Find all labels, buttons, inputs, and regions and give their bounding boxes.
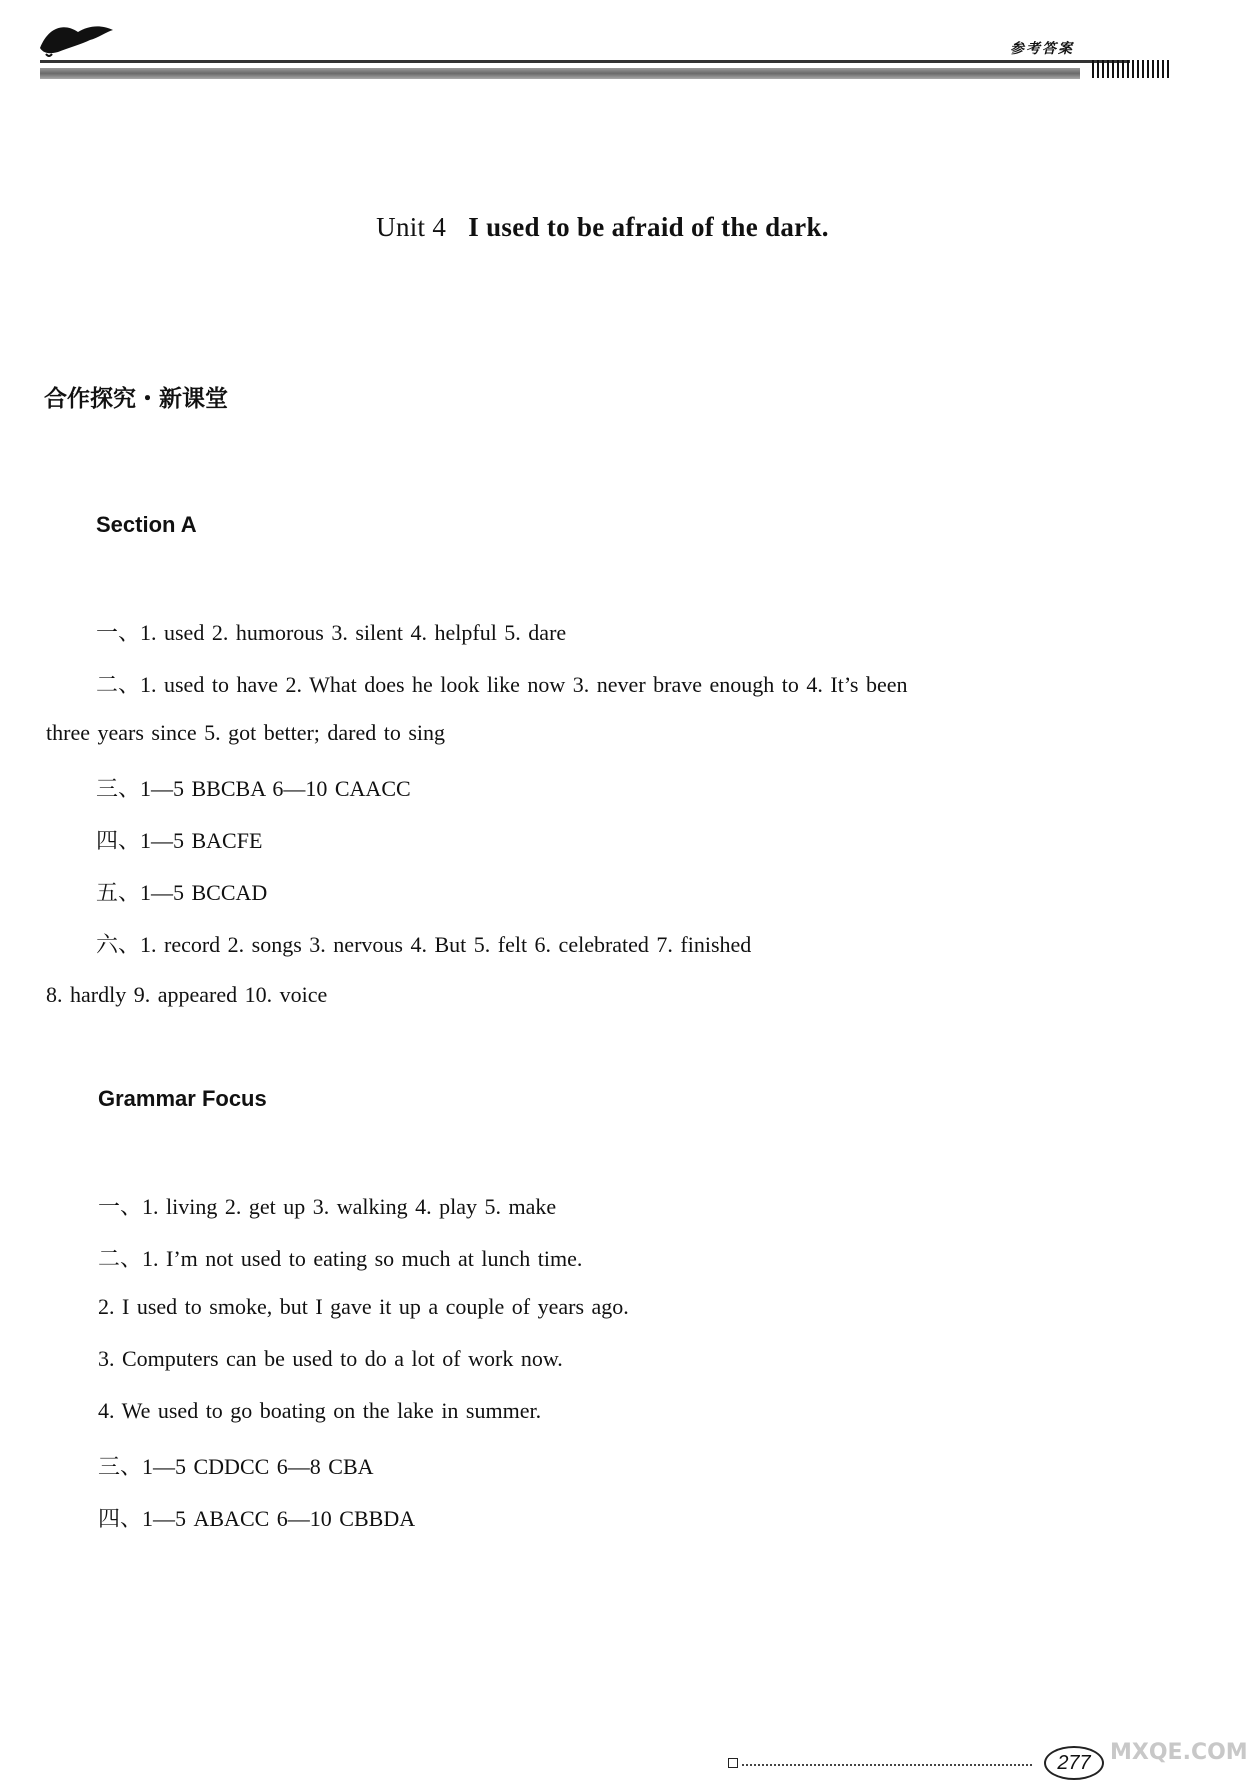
answer-line: 4. We used to go boating on the lake in summer. xyxy=(98,1398,542,1423)
unit-title xyxy=(0,212,1205,243)
page-header xyxy=(0,0,1205,90)
section-heading: 合作探究・新课堂 xyxy=(44,386,228,412)
header-label: 参考答案 xyxy=(1010,41,1074,57)
answer-line: 一、1. used 2. humorous 3. silent 4. helpful 5. dare xyxy=(96,620,567,645)
answer-line: 二、1. I’m not used to eating so much at lunch time. xyxy=(98,1246,583,1271)
answer-line: 8. hardly 9. appeared 10. voice xyxy=(46,982,328,1007)
bird-logo-icon xyxy=(38,18,128,58)
answer-line: 一、1. living 2. get up 3. walking 4. play 5. make xyxy=(98,1194,557,1219)
section-a-heading: Section A xyxy=(96,512,197,537)
answer-line: 2. I used to smoke, but I gave it up a couple of years ago. xyxy=(98,1294,629,1319)
answer-line: three years since 5. got better; dared to sing xyxy=(46,720,446,745)
answer-line: 四、1—5 BACFE xyxy=(96,828,263,853)
watermark: MXQE.COM xyxy=(1110,1740,1248,1765)
unit-title-text: I used to be afraid of the dark. xyxy=(468,212,829,242)
answer-line: 五、1—5 BCCAD xyxy=(96,880,268,905)
answer-line: 四、1—5 ABACC 6—10 CBBDA xyxy=(98,1506,416,1531)
answer-line: 六、1. record 2. songs 3. nervous 4. But 5. felt 6. celebrated 7. finished xyxy=(96,932,752,957)
header-rule xyxy=(40,60,1130,63)
footer-box-icon xyxy=(728,1758,738,1768)
answer-line: 三、1—5 CDDCC 6—8 CBA xyxy=(98,1454,374,1479)
header-band xyxy=(40,68,1080,79)
barcode-icon xyxy=(1092,60,1182,78)
page-number: 277 xyxy=(1044,1746,1104,1780)
answer-line: 二、1. used to have 2. What does he look like now 3. never brave enough to 4. It’s been xyxy=(96,672,908,697)
grammar-focus-heading: Grammar Focus xyxy=(98,1086,267,1111)
footer-dotted-line xyxy=(742,1764,1032,1766)
answer-line: 3. Computers can be used to do a lot of work now. xyxy=(98,1346,563,1371)
answer-line: 三、1—5 BBCBA 6—10 CAACC xyxy=(96,776,411,801)
unit-number: Unit 4 xyxy=(376,212,447,242)
